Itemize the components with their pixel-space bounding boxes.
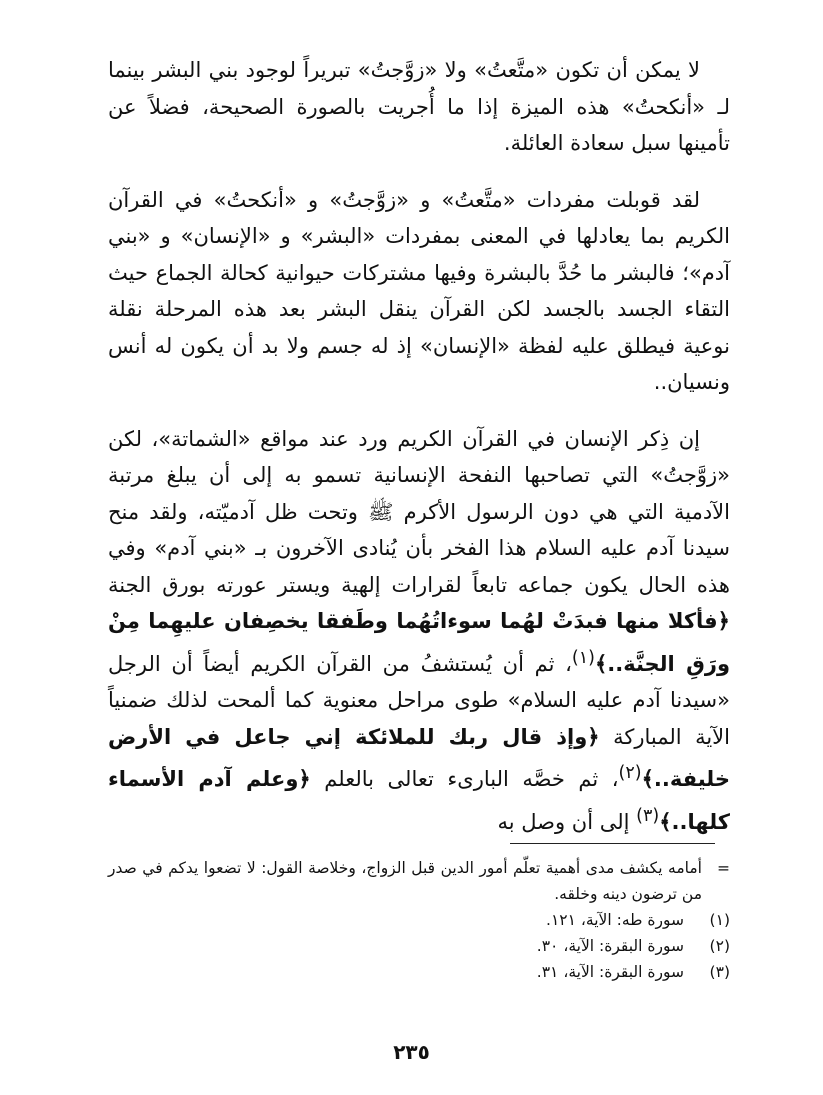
continuation-text: أمامه يكشف مدى أهمية تعلّم أمور الدين قبل الزواج، وخلاصة القول: لا تضعوا يدكم في صدر من ترضون دينه وخلقه. xyxy=(108,859,702,903)
paragraph-2: لقد قوبلت مفردات «متَّعتُ» و «زوَّجتُ» و «أنكحتُ» في القرآن الكريم بما يعادلها في المعنى بمفردات «البشر» و «الإنسان» و «بني آدم»؛ فالبشر ما حُدَّ بالبشرة وفيها مشتركات حيوانية كحالة الجماع حيث التقاء الجسد بالجسد لكن القرآن ينقل البشر بعد هذه المرحلة نقلة نوعية فيطلق عليه لفظة «الإنسان» إذ له جسم ولا بد أن يكون له أنس ونسيان.. xyxy=(108,187,730,394)
footnote-number: (١) xyxy=(709,911,730,929)
footnote-item-3 xyxy=(108,959,730,985)
continuation-mark: = xyxy=(717,859,730,877)
footnote-text: سورة طه: الآية، ١٢١. xyxy=(546,911,684,929)
footnote-ref-2: (٢) xyxy=(618,763,642,783)
paragraph-3-text-a: إن ذِكر الإنسان في القرآن الكريم ورد عند مواقع «الشماتة»، لكن «زوَّجتُ» التي تصاحبها النفحة الإنسانية تسمو به إلى أن يبلغ مرتبة الآدمية التي هي دون الرسول الأكرم ﷺ وتحت ظل آدميّته، ولقد منح سيدنا آدم عليه السلام هذا الفخر بأن يُنادى الآخرون بـ «بني آدم» وفي هذه الحال يكون جماعه تابعاً لقرارات إلهية ويستر عورته بورق الجنة xyxy=(108,426,730,597)
paragraph-3 xyxy=(108,421,730,841)
footnote-text: سورة البقرة: الآية، ٣٠. xyxy=(536,937,684,955)
paragraph-3-text-c: ، ثم خصَّه البارىء تعالى بالعلم xyxy=(310,767,619,791)
quran-verse-3: ﴿وعلم آدم الأسماء كلها..﴾ xyxy=(108,767,730,834)
quran-verse-1: ﴿فأكلا منها فبدَتْ لهُما سوءاتُهُما وطَفقا يخصِفان عليهِما مِنْ ورَقِ الجنَّة..﴾ xyxy=(108,609,731,676)
main-text xyxy=(108,52,730,840)
paragraph-3-text-d: إلى أن وصل به xyxy=(497,809,637,834)
footnote-ref-3: (٣) xyxy=(636,805,660,826)
footnote-item-2 xyxy=(108,933,730,959)
paragraph-1: لا يمكن أن تكون «متَّعتُ» ولا «زوَّجتُ» تبريراً لوجود بني البشر بينما لـ «أنكحتُ» هذه الميزة إذا ما أُجريت بالصورة الصحيحة، فضلاً عن تأمينها سبل سعادة العائلة. xyxy=(108,58,730,155)
page-number: ٢٣٥ xyxy=(393,1040,430,1064)
quran-verse-2: ﴿وإذ قال ربك للملائكة إني جاعل في الأرض خليفة..﴾ xyxy=(108,724,730,791)
footnotes xyxy=(108,855,730,985)
footnote-ref-1: (١) xyxy=(571,647,595,668)
footnote-divider xyxy=(510,843,715,844)
footnote-number: (٣) xyxy=(709,963,730,981)
paragraph-3-text-b: ، ثم أن يُستشفُ من القرآن الكريم أيضاً أن الرجل «سيدنا آدم عليه السلام» طوى مراحل معنوية كما ألمحت لذلك ضمنياً الآية المباركة xyxy=(108,651,730,749)
footnote-text: سورة البقرة: الآية، ٣١. xyxy=(536,963,684,981)
footnote-item-1 xyxy=(108,907,730,933)
footnote-continuation xyxy=(108,855,730,907)
footnote-number: (٢) xyxy=(709,937,730,955)
